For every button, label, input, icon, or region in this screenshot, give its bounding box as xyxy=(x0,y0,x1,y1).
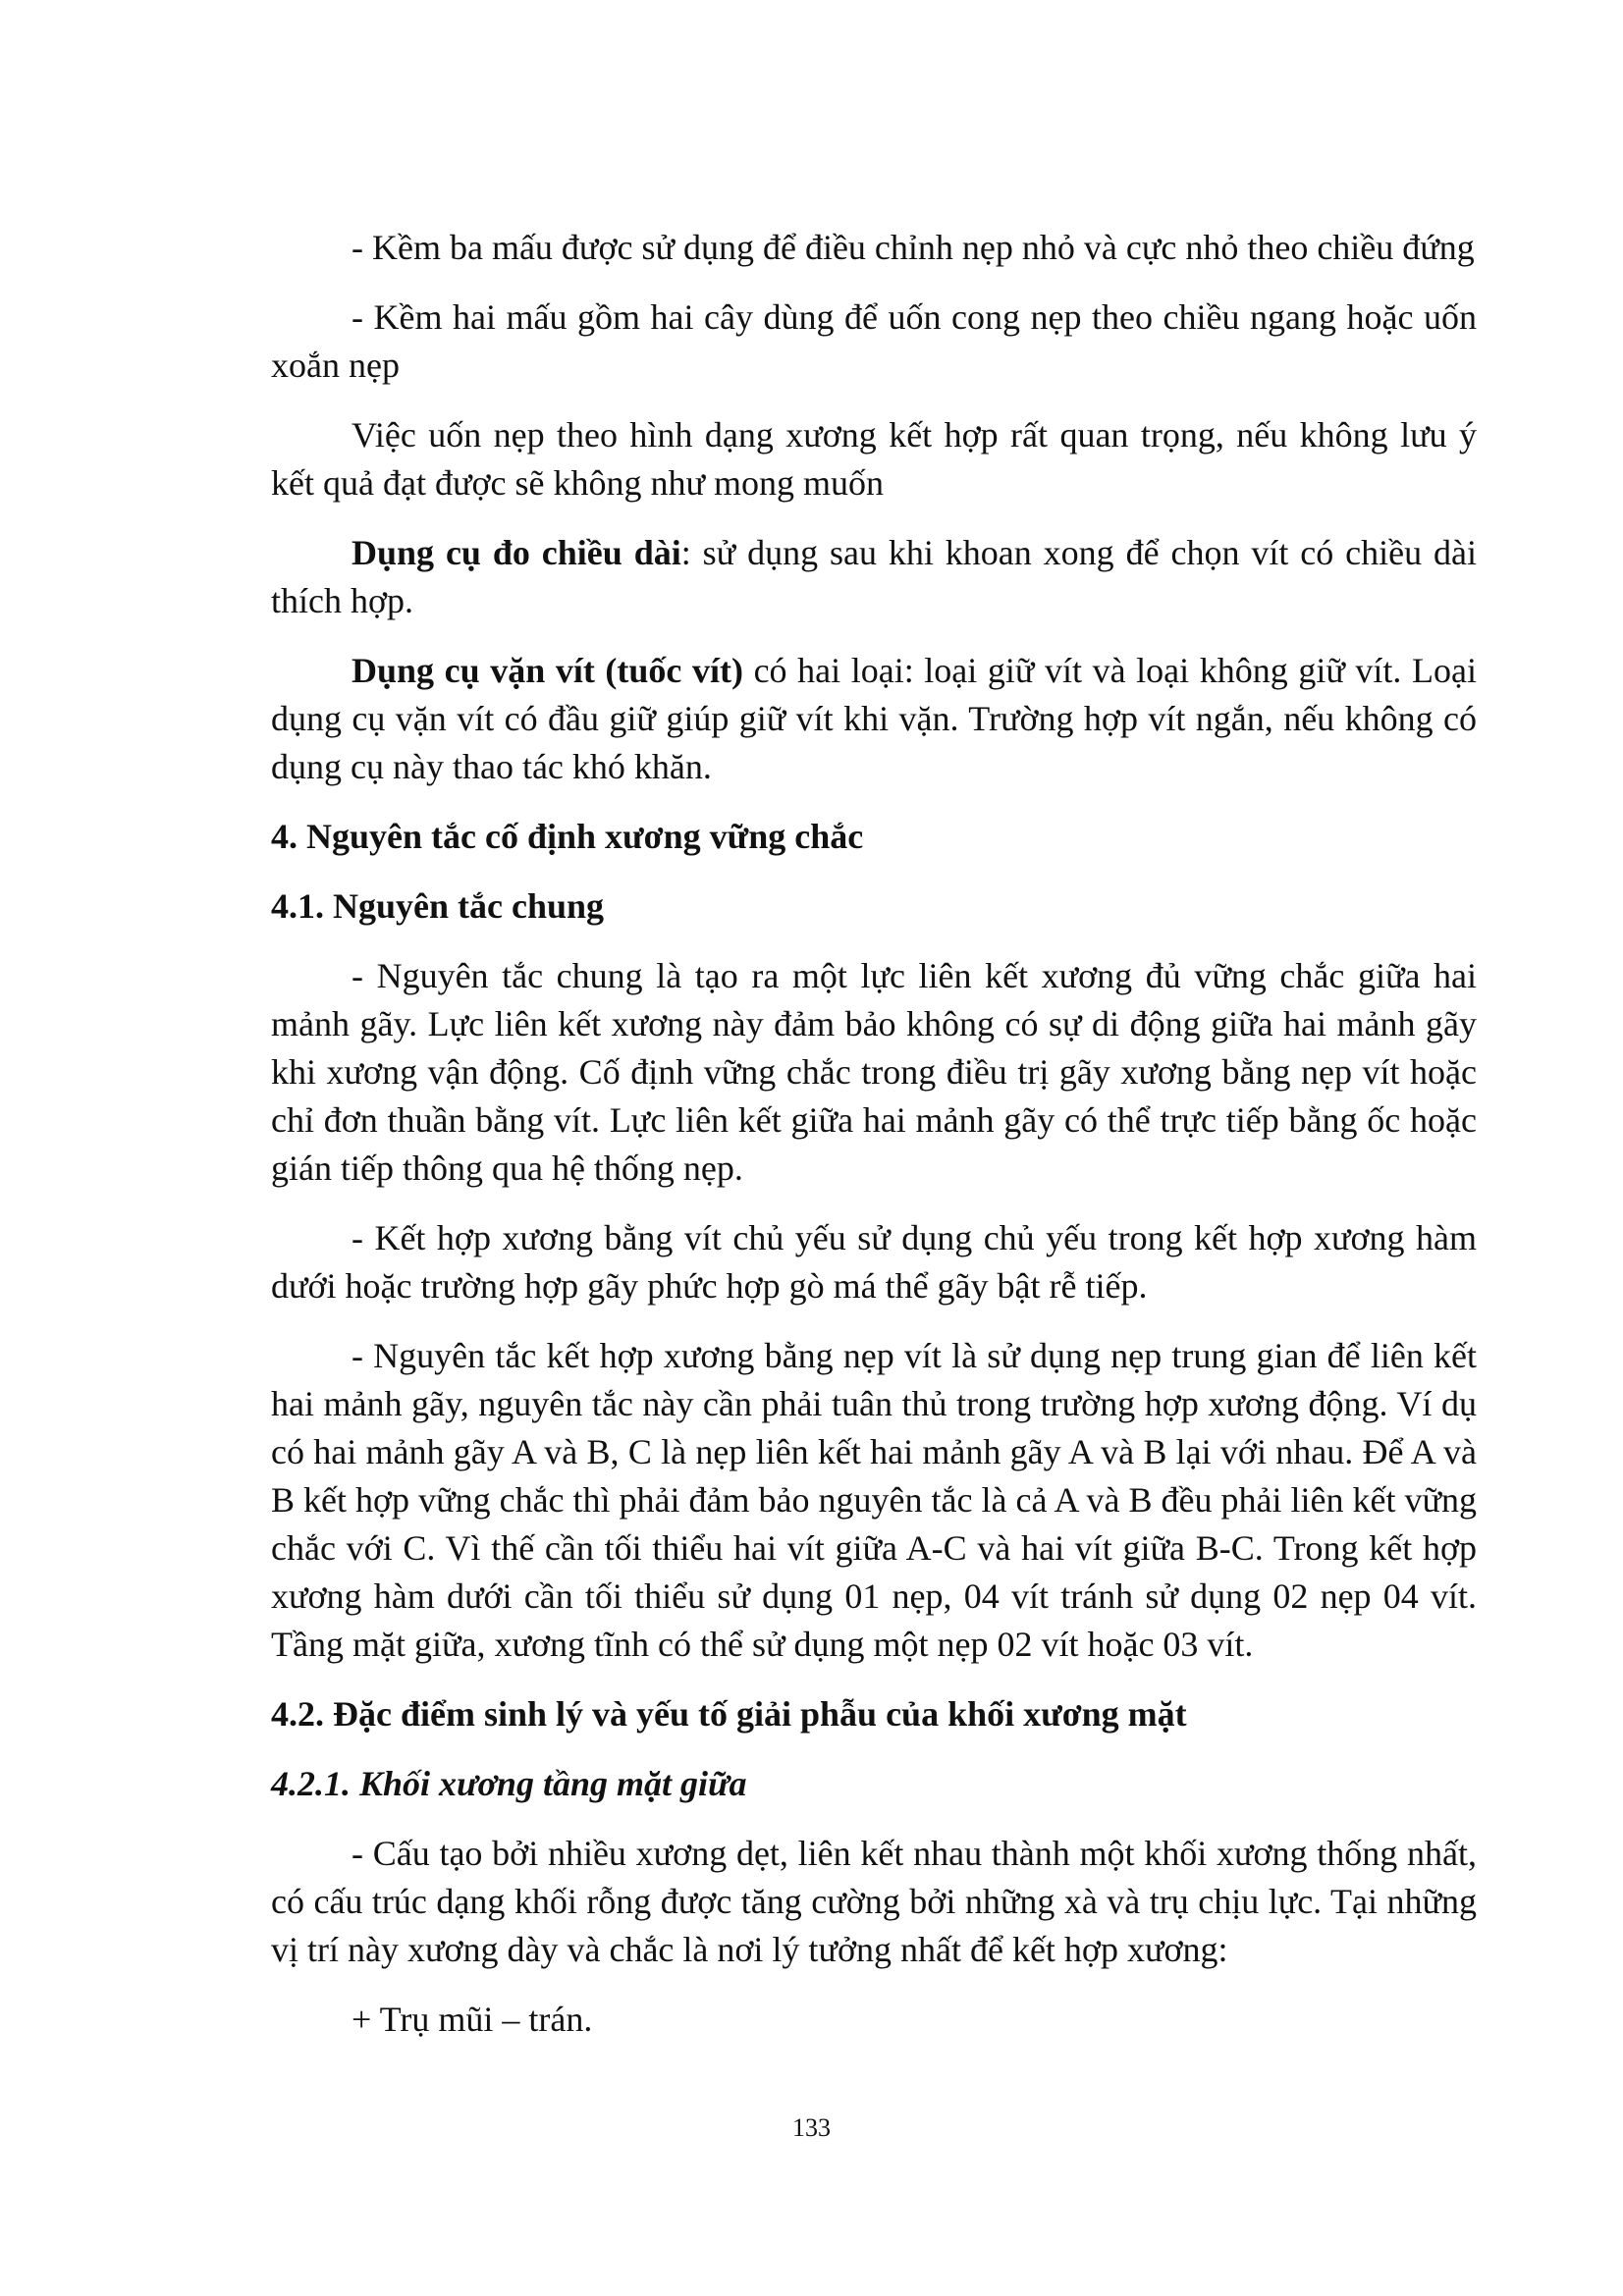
paragraph-midface-structure: - Cấu tạo bởi nhiều xương dẹt, liên kết nhau thành một khối xương thống nhất, có cấu trúc dạng khối rỗng được tăng cường bởi những xà và trụ chịu lực. Tại những vị trí này xương dày và chắc là nơi lý tưởng nhất để kết hợp xương: xyxy=(271,1834,1477,1969)
paragraph-two-jaw-pliers: - Kềm hai mấu gồm hai cây dùng để uốn cong nẹp theo chiều ngang hoặc uốn xoắn nẹp xyxy=(271,297,1477,385)
page-content xyxy=(271,224,1477,2065)
paragraph-depth-gauge xyxy=(271,529,1477,625)
section-heading-4-1: 4.1. Nguyên tắc chung xyxy=(271,886,605,926)
section-heading-4-2-1: 4.2.1. Khối xương tầng mặt giữa xyxy=(271,1764,747,1803)
paragraph-plate-bending: Việc uốn nẹp theo hình dạng xương kết hợp rất quan trọng, nếu không lưu ý kết quả đạt được sẽ không như mong muốn xyxy=(271,415,1477,503)
definition-screwdriver: có hai loại: loại giữ vít và loại không giữ vít. Loại dụng cụ vặn vít có đầu giữ giúp giữ vít khi vặn. Trường hợp vít ngắn, nếu không có dụng cụ này thao tác khó khăn. xyxy=(271,651,1477,786)
paragraph-nasofrontal-buttress: + Trụ mũi – trán. xyxy=(352,2000,593,2039)
definition-depth-gauge: : sử dụng sau khi khoan xong để chọn vít có chiều dài thích hợp. xyxy=(271,533,1478,620)
page-number: 133 xyxy=(792,2113,831,2142)
paragraph-screw-fixation: - Kết hợp xương bằng vít chủ yếu sử dụng chủ yếu trong kết hợp xương hàm dưới hoặc trường hợp gãy phức hợp gò má thể gãy bật rễ tiếp. xyxy=(271,1218,1477,1306)
term-screwdriver: Dụng cụ vặn vít (tuốc vít) xyxy=(352,651,743,690)
section-heading-4: 4. Nguyên tắc cố định xương vững chắc xyxy=(271,817,864,856)
paragraph-three-jaw-pliers: - Kềm ba mấu được sử dụng để điều chỉnh nẹp nhỏ và cực nhỏ theo chiều đứng xyxy=(352,228,1475,267)
paragraph-plate-screw-principle: - Nguyên tắc kết hợp xương bằng nẹp vít là sử dụng nẹp trung gian để liên kết hai mảnh gãy, nguyên tắc này cần phải tuân thủ trong trường hợp xương động. Ví dụ có hai mảnh gãy A và B, C là nẹp liên kết hai mảnh gãy A và B lại với nhau. Để A và B kết hợp vững chắc thì phải đảm bảo nguyên tắc là cả A và B đều phải liên kết vững chắc với C. Vì thế cần tối thiểu hai vít giữa A-C và hai vít giữa B-C. Trong kết hợp xương hàm dưới cần tối thiểu sử dụng 01 nẹp, 04 vít tránh sử dụng 02 nẹp 04 vít. Tầng mặt giữa, xương tĩnh có thể sử dụng một nẹp 02 vít hoặc 03 vít. xyxy=(271,1336,1477,1664)
section-heading-4-2: 4.2. Đặc điểm sinh lý và yếu tố giải phẫu của khối xương mặt xyxy=(271,1694,1187,1734)
paragraph-screwdriver xyxy=(271,647,1477,791)
term-depth-gauge: Dụng cụ đo chiều dài xyxy=(352,533,681,572)
paragraph-general-principle: - Nguyên tắc chung là tạo ra một lực liên kết xương đủ vững chắc giữa hai mảnh gãy. Lực liên kết xương này đảm bảo không có sự di động giữa hai mảnh gãy khi xương vận động. Cố định vững chắc trong điều trị gãy xương bằng nẹp vít hoặc chỉ đơn thuần bằng vít. Lực liên kết giữa hai mảnh gãy có thể trực tiếp bằng ốc hoặc gián tiếp thông qua hệ thống nẹp. xyxy=(271,956,1477,1188)
